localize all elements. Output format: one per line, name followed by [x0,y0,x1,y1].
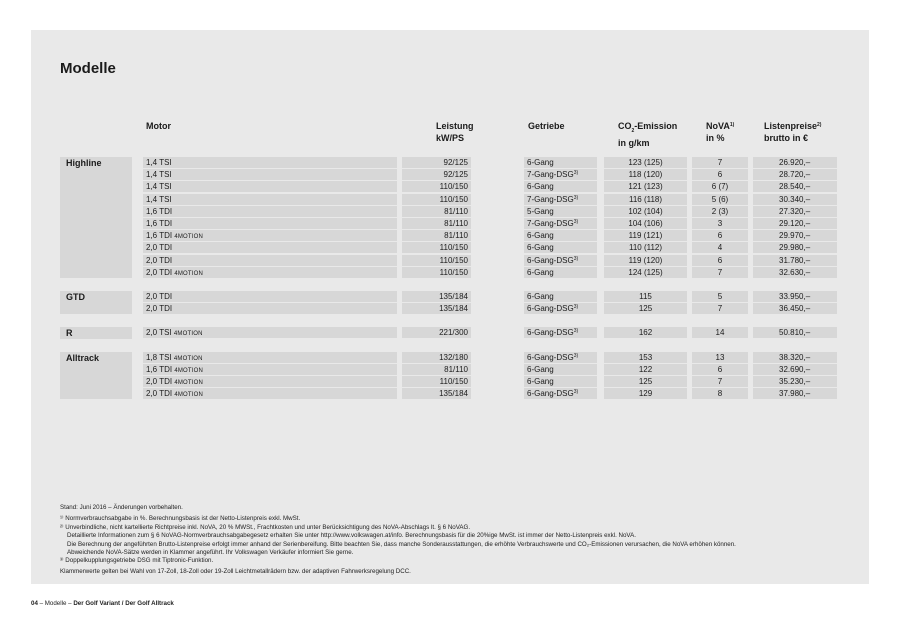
price-cell-text: 38.320,– [779,352,811,362]
price-cell [753,169,837,180]
motor-cell-text: 1,6 TDI [146,231,175,241]
co2-cell [604,255,687,266]
price-cell [753,194,837,205]
nova-cell-text: 14 [715,328,725,338]
motor-cell-text: 2,0 TDI [146,255,173,265]
co2-cell-text: 129 [638,389,653,399]
power-cell-text: 81/110 [444,231,468,241]
co2-cell [604,364,687,375]
transmission-cell-text: 7-Gang-DSG [527,170,574,180]
price-cell [753,376,837,387]
power-cell-text: 110/150 [439,243,468,253]
nova-cell-text: 6 [717,170,723,180]
nova-cell-text: 7 [717,158,723,167]
drive-suffix: 4MOTION [174,392,204,399]
drive-suffix: 4MOTION [174,234,204,241]
power-cell-text: 110/150 [439,255,468,265]
motor-cell-text: 2,0 TSI [146,328,174,338]
header-motor: Motor [146,121,171,131]
footnotes [60,504,850,576]
nova-cell [692,194,748,205]
nova-cell [692,327,748,338]
price-cell [753,181,837,192]
co2-cell-text: 102 (104) [628,206,663,216]
transmission-cell-text: 6-Gang [527,158,554,167]
transmission-cell-text: 6-Gang [527,364,554,374]
price-cell [753,267,837,278]
co2-cell [604,376,687,387]
co2-cell-text: 110 (112) [628,243,663,253]
footnote-3: ³⁾ Doppelkupplungsgetriebe DSG mit Tiptronic-Funktion. [60,557,214,565]
transmission-cell-text: 6-Gang-DSG [527,352,574,362]
power-cell [402,303,471,314]
co2-cell [604,169,687,180]
header-co2-sub: 2 [631,127,635,134]
transmission-cell [524,181,597,192]
co2-cell [604,388,687,399]
co2-cell-text: 125 [638,377,653,386]
co2-cell-text: 122 [638,364,653,374]
transmission-footnote: 3) [573,328,579,335]
power-cell [402,352,471,363]
price-cell-text: 32.630,– [779,267,811,277]
price-cell [753,327,837,338]
transmission-cell [524,255,597,266]
nova-cell-text: 3 [717,219,723,228]
power-cell [402,194,471,205]
price-cell-text: 30.340,– [779,194,811,204]
motor-cell-text: 1,6 TDI [146,219,173,228]
price-cell [753,255,837,266]
nova-cell-text: 6 [717,231,723,241]
power-cell [402,388,471,399]
co2-cell [604,242,687,253]
transmission-cell [524,303,597,314]
power-cell [402,327,471,338]
header-price-footnote: 2) [817,122,822,128]
nova-cell [692,230,748,241]
power-cell [402,218,471,229]
transmission-cell [524,388,597,399]
price-cell-text: 35.230,– [779,377,811,386]
power-cell-text: 135/184 [439,292,468,301]
motor-cell [143,291,397,302]
motor-cell-text: 1,4 TSI [146,182,172,192]
transmission-cell [524,291,597,302]
power-cell-text: 110/150 [439,377,468,386]
co2-cell [604,206,687,217]
motor-cell-text: 1,6 TDI [146,206,173,216]
footnote-2-detail: Detaillierte Informationen zum § 6 NoVAG-Normverbrauchsabgabegesetz erhalten Sie unter http://www.volkswagen.at/info. Berechnungsbasis für die 20%ige MwSt. ist immer der Netto-Listenpreis exkl. NoVA. [67,532,636,540]
header-nova-footnote: 1) [729,122,735,128]
header-nova-unit: in % [706,133,725,143]
transmission-cell [524,194,597,205]
nova-cell [692,291,748,302]
transmission-cell-text: 6-Gang-DSG [527,389,574,399]
transmission-cell-text: 5-Gang [527,206,554,216]
transmission-cell-text: 7-Gang-DSG [527,219,574,228]
transmission-cell-text: 6-Gang-DSG [527,328,574,338]
transmission-cell [524,242,597,253]
transmission-cell-text: 6-Gang [527,231,554,241]
price-cell [753,242,837,253]
motor-cell-text: 1,4 TSI [146,158,172,167]
footer-section: – Modelle – [37,600,74,607]
nova-cell-text: 8 [717,389,723,399]
drive-suffix: 4MOTION [174,270,204,277]
nova-cell-text: 6 (7) [711,182,729,192]
transmission-cell-text: 7-Gang-DSG [527,194,574,204]
co2-cell-text: 119 (121) [628,231,663,241]
price-cell-text: 26.920,– [779,158,811,167]
price-cell-text: 31.780,– [779,255,811,265]
motor-cell-text: 2,0 TDI [146,377,175,386]
page-number: 04 [31,600,38,607]
co2-cell [604,230,687,241]
stand-note: Stand: Juni 2016 – Änderungen vorbehalten. [60,504,183,511]
motor-cell [143,230,397,241]
motor-cell [143,181,397,192]
power-cell [402,364,471,375]
transmission-cell [524,169,597,180]
power-cell-text: 110/150 [439,267,468,277]
bracket-values-note: Klammerwerte gelten bei Wahl von 17-Zoll, 18-Zoll oder 19-Zoll Leichtmetallrädern bzw. der adaptiven Fahrwerksregelung DCC. [60,567,411,575]
co2-cell-text: 162 [638,328,653,338]
transmission-footnote: 3) [573,304,579,311]
motor-cell [143,388,397,399]
motor-cell [143,206,397,217]
nova-cell-text: 7 [717,267,723,277]
power-cell-text: 110/150 [439,194,468,204]
motor-cell-text: 1,6 TDI [146,364,175,374]
header-co2-pre: CO [618,121,632,131]
transmission-footnote: 3) [573,219,579,225]
transmission-footnote: 3) [573,352,579,359]
co2-cell-text: 119 (120) [628,255,663,265]
price-cell [753,157,837,168]
co2-cell-text: 115 [639,292,652,301]
nova-cell-text: 5 (6) [711,194,729,204]
nova-cell [692,267,748,278]
header-getriebe: Getriebe [528,121,565,131]
drive-suffix: 4MOTION [174,380,204,386]
price-cell-text: 27.320,– [779,206,811,216]
group-label: GTD [60,291,132,314]
motor-cell [143,218,397,229]
power-cell [402,376,471,387]
motor-cell [143,327,397,338]
co2-cell-text: 104 (106) [628,219,663,228]
footnote-2: ²⁾ Unverbindliche, nicht kartellierte Richtpreise inkl. NoVA, 20 % MWSt., Frachtkosten und unter Berücksichtigung des NoVA-Abschlags lt. § 6 NoVAG. [60,523,471,531]
header-nova-label: NoVA [706,121,730,131]
price-cell-text: 37.980,– [779,389,811,399]
co2-cell-text: 123 (125) [628,158,663,167]
page-title: Modelle [60,60,116,77]
price-cell [753,230,837,241]
transmission-cell [524,267,597,278]
motor-cell-text: 2,0 TDI [146,304,173,314]
transmission-cell [524,376,597,387]
power-cell [402,206,471,217]
price-cell [753,303,837,314]
power-cell-text: 221/300 [439,328,468,338]
transmission-cell-text: 6-Gang-DSG [527,304,574,314]
co2-cell-text: 153 [638,352,653,362]
nova-cell-text: 6 [717,364,723,374]
motor-cell [143,303,397,314]
price-cell-text: 29.970,– [779,231,811,241]
footnote-2-calculation: Die Berechnung der angeführten Brutto-Listenpreise erfolgt immer anhand der Serienbereifung. Bitte beachten Sie, dass manche Sonderausstattungen, die erhöhte Verbrauchswerte und CO₂-Emissionen verursachen, die NoVA erhöhen können. [67,540,736,548]
co2-cell [604,218,687,229]
transmission-cell-text: 6-Gang [527,182,554,192]
nova-cell-text: 13 [715,352,725,362]
transmission-footnote: 3) [573,170,579,177]
price-cell-text: 29.120,– [779,219,811,228]
power-cell-text: 110/150 [439,182,468,192]
price-cell-text: 32.690,– [779,364,811,374]
transmission-cell [524,327,597,338]
transmission-footnote: 3) [573,194,579,201]
power-cell [402,291,471,302]
nova-cell [692,376,748,387]
header-co2 [618,120,677,149]
power-cell-text: 132/180 [439,352,468,362]
motor-cell-text: 2,0 TDI [146,389,175,399]
power-cell-text: 81/110 [444,219,468,228]
header-price [764,120,821,144]
footnote-1: ¹⁾ Normverbrauchsabgabe in %. Berechnungsbasis ist der Netto-Listenpreis exkl. MwSt. [60,515,301,523]
motor-cell [143,194,397,205]
nova-cell-text: 7 [717,304,723,314]
header-co2-unit: in g/km [618,137,650,148]
price-cell-text: 29.980,– [779,243,811,253]
power-cell-text: 135/184 [439,304,468,314]
power-cell-text: 81/110 [444,206,468,216]
transmission-cell [524,352,597,363]
header-price-unit: brutto in € [764,133,808,143]
motor-cell-text: 2,0 TDI [146,243,173,253]
transmission-footnote: 3) [573,255,579,262]
co2-cell [604,303,687,314]
co2-cell-text: 118 (120) [628,170,663,180]
co2-cell [604,352,687,363]
page-footer [31,600,174,607]
price-cell-text: 33.950,– [779,292,811,301]
nova-cell [692,218,748,229]
power-cell [402,181,471,192]
nova-cell-text: 7 [717,377,723,386]
power-cell [402,230,471,241]
drive-suffix: 4MOTION [174,367,204,374]
motor-cell-text: 1,8 TSI [146,352,174,362]
footnote-2-deviation: Abweichende NoVA-Sätze werden in Klammer angeführt. Ihr Volkswagen Verkäufer informiert Sie gerne. [67,549,354,557]
co2-cell [604,291,687,302]
group-label: R [60,327,132,338]
price-cell [753,352,837,363]
price-cell [753,206,837,217]
nova-cell [692,303,748,314]
header-price-label: Listenpreise [764,121,818,131]
motor-cell [143,376,397,387]
nova-cell [692,181,748,192]
power-cell [402,169,471,180]
power-cell-text: 92/125 [443,158,468,167]
transmission-cell-text: 6-Gang [527,243,554,253]
price-cell-text: 28.720,– [779,170,811,180]
motor-cell-text: 1,4 TSI [146,194,172,204]
transmission-cell [524,157,597,168]
transmission-cell [524,206,597,217]
power-cell [402,242,471,253]
price-cell [753,364,837,375]
co2-cell [604,194,687,205]
drive-suffix: 4MOTION [173,331,203,338]
power-cell-text: 135/184 [439,389,468,399]
transmission-cell [524,364,597,375]
transmission-cell-text: 6-Gang [527,292,554,301]
nova-cell [692,255,748,266]
motor-cell [143,169,397,180]
header-leistung: Leistung kW/PS [436,121,474,143]
price-cell [753,291,837,302]
power-cell-text: 81/110 [444,364,468,374]
footer-document-title: Der Golf Variant / Der Golf Alltrack [73,600,174,607]
price-cell-text: 36.450,– [779,304,811,314]
transmission-cell [524,230,597,241]
transmission-cell-text: 6-Gang [527,377,554,386]
motor-cell [143,364,397,375]
transmission-cell-text: 6-Gang-DSG [527,255,574,265]
nova-cell [692,206,748,217]
nova-cell-text: 6 [717,255,723,265]
header-nova [706,120,734,144]
co2-cell [604,267,687,278]
drive-suffix: 4MOTION [173,355,203,362]
price-cell-text: 28.540,– [779,182,811,192]
nova-cell-text: 5 [717,292,723,301]
nova-cell [692,242,748,253]
motor-cell-text: 2,0 TDI [146,292,173,301]
co2-cell [604,327,687,338]
nova-cell-text: 2 (3) [711,206,729,216]
transmission-cell [524,218,597,229]
nova-cell-text: 4 [717,243,723,253]
motor-cell [143,352,397,363]
nova-cell [692,157,748,168]
co2-cell-text: 124 (125) [628,267,663,277]
price-cell [753,388,837,399]
co2-cell-text: 125 [638,304,653,314]
price-cell-text: 50.810,– [779,328,811,338]
transmission-footnote: 3) [573,389,579,396]
header-co2-post: -Emission [634,121,678,131]
transmission-cell-text: 6-Gang [527,267,554,277]
nova-cell [692,169,748,180]
power-cell [402,267,471,278]
motor-cell-text: 2,0 TDI [146,267,175,277]
co2-cell-text: 116 (118) [628,194,663,204]
motor-cell [143,255,397,266]
power-cell [402,157,471,168]
motor-cell [143,267,397,278]
power-cell [402,255,471,266]
co2-cell [604,181,687,192]
group-label: Alltrack [60,352,132,400]
group-label: Highline [60,157,132,278]
motor-cell-text: 1,4 TSI [146,170,172,180]
nova-cell [692,352,748,363]
co2-cell [604,157,687,168]
co2-cell-text: 121 (123) [628,182,663,192]
nova-cell [692,388,748,399]
nova-cell [692,364,748,375]
motor-cell [143,242,397,253]
motor-cell [143,157,397,168]
power-cell-text: 92/125 [443,170,468,180]
price-cell [753,218,837,229]
